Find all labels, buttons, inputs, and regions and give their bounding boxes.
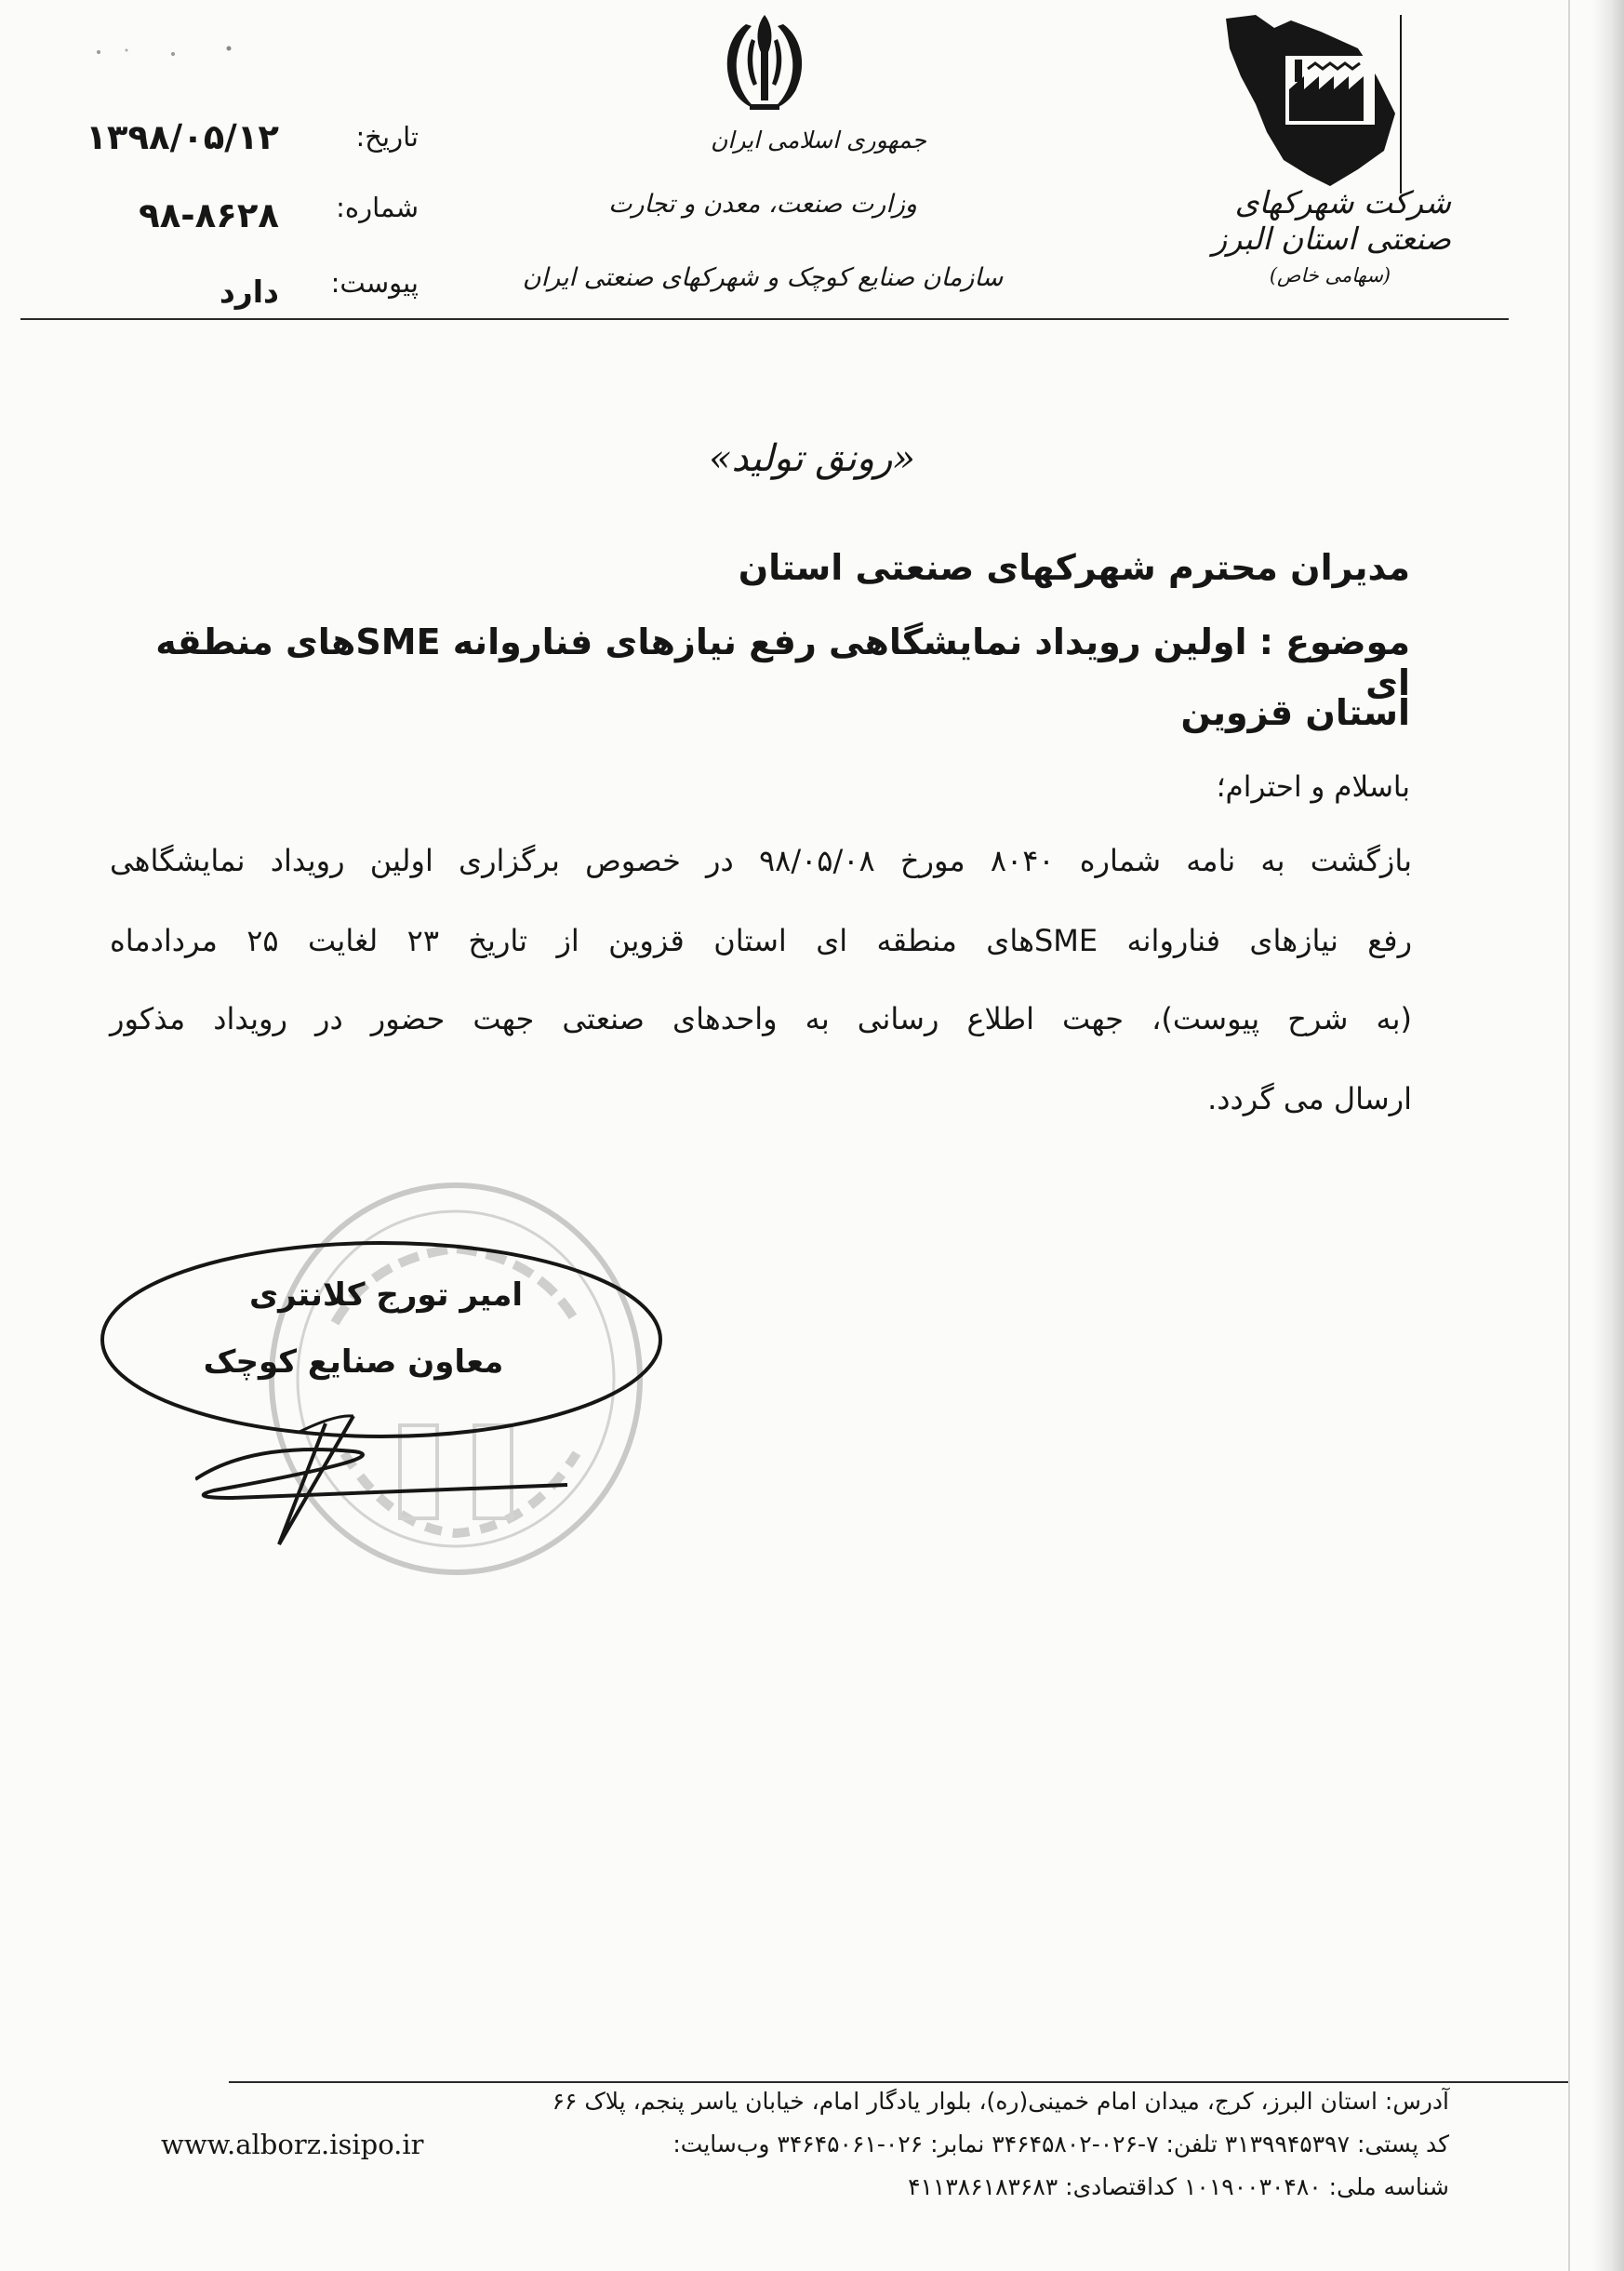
footer-website-link[interactable]: www.alborz.isipo.ir <box>161 2129 424 2160</box>
signatory-title: معاون صنایع کوچک <box>203 1343 504 1381</box>
subject-line-continued: استان قزوین <box>1180 692 1410 733</box>
scan-edge <box>1592 0 1624 2271</box>
subject-line: موضوع : اولین رویداد نمایشگاهی رفع نیازهای فناروانه SMEهای منطقه ای <box>155 621 1410 703</box>
addressee: مدیران محترم شهرکهای صنعتی استان <box>738 547 1410 588</box>
scan-specks <box>89 41 247 60</box>
body-line: ارسال می گردد. <box>1207 1081 1412 1116</box>
paper-fold-line <box>1568 0 1570 2271</box>
number-label: شماره: <box>336 192 419 223</box>
body-line: (به شرح پیوست)، جهت اطلاع رسانی به واحدهای صنعتی جهت حضور در رویداد مذکور <box>110 1001 1412 1036</box>
iran-emblem-icon <box>709 11 820 121</box>
gov-line-ministry: وزارت صنعت، معدن و تجارت <box>608 190 917 219</box>
attachment-label: پیوست: <box>330 267 419 299</box>
header-divider <box>20 318 1509 320</box>
handwritten-signature <box>195 1405 586 1554</box>
footer-address: آدرس: استان البرز، کرج، میدان امام خمینی(ره)، بلوار یادگار امام، خیابان یاسر پنجم، پلاک ۶۶ <box>552 2088 1449 2115</box>
date-value: ۱۳۹۸/۰۵/۱۲ <box>86 117 279 157</box>
motto: «رونق تولید» <box>709 437 915 480</box>
iran-map-factory-logo-icon <box>1218 11 1404 197</box>
footer-ids: شناسه ملی: ۱۰۱۹۰۰۳۰۴۸۰ کداقتصادی: ۴۱۱۳۸۶۱۸۳۶۸۳ <box>908 2173 1449 2200</box>
salutation: باسلام و احترام؛ <box>1216 770 1410 804</box>
gov-line-organization: سازمان صنایع کوچک و شهرکهای صنعتی ایران <box>522 263 1004 292</box>
signatory-name: امیر تورج کلانتری <box>248 1276 524 1314</box>
attachment-value: دارد <box>219 274 279 310</box>
body-line: بازگشت به نامه شماره ۸۰۴۰ مورخ ۹۸/۰۵/۰۸ در خصوص برگزاری اولین رویداد نمایشگاهی <box>110 843 1412 878</box>
company-name: شرکت شهرکهای صنعتی استان البرز <box>1212 184 1451 257</box>
company-type: (سهامی خاص) <box>1269 264 1391 287</box>
footer-contact: کد پستی: ۳۱۳۹۹۴۵۳۹۷ تلفن: ۷-۰۲۶-۳۴۶۴۵۸۰۲ نمابر: ۰۲۶-۳۴۶۴۵۰۶۱ وب‌سایت: <box>672 2131 1449 2157</box>
gov-line-republic: جمهوری اسلامی ایران <box>711 127 926 154</box>
body-line: رفع نیازهای فناروانه SMEهای منطقه ای استان قزوین از تاریخ ۲۳ لغایت ۲۵ مردادماه <box>110 923 1413 958</box>
date-label: تاریخ: <box>355 121 419 153</box>
number-value: ۹۸-۸۶۲۸ <box>139 195 279 235</box>
footer-divider <box>229 2081 1568 2083</box>
